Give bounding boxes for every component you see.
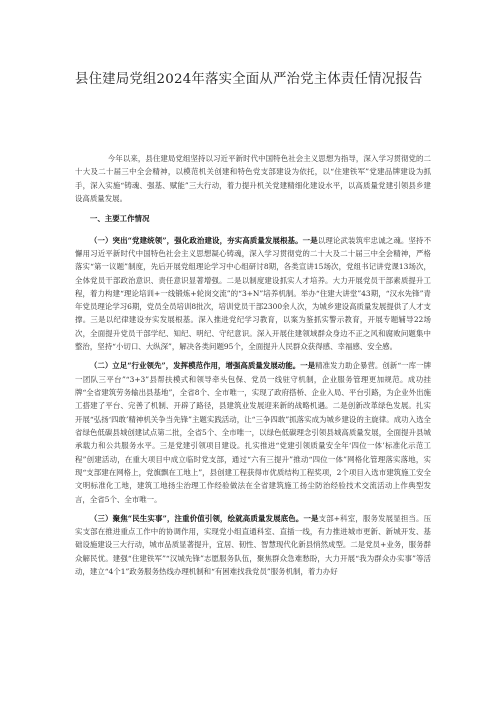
report-title: 县住建局党组2024年落实全面从严治党主体责任情况报告 [75,72,423,87]
section-paragraph-3 [75,512,431,579]
section-body-1: 以理论武装筑牢忠诚之魂。坚持不懈用习近平新时代中国特色社会主义思想凝心铸魂，深入学习贯彻党的二十大及二十届三中全会精神，严格落实“第一议题”制度，先后开展党组理论学习中心组研讨8期，各类宣讲15场次，党组书记讲党课13场次，全体党员干部政治意识、责任意识显著增强。二是以制度建设抓实人才培养。大力开展党员干部素质提升工程，着力构建“理论培训+一线锻炼+轮岗交流”的“3+N”培养机制。举办“住建大讲堂”43期，“汉水先锋”青年党员理论学习6期，党员全员培训8批次，培训党员干部2300余人次，为城乡建设高质量发展提供了人才支撑。三是以纪律建设夯实发展根基。深入推进党纪学习教育，以案为鉴抓实警示教育，开展专题辅导22场次，全面提升党员干部学纪、知纪、明纪、守纪意识。深入开展住建领域群众身边不正之风和腐败问题集中整治，坚持“小切口、大纵深”，解决各类问题95个，全面提升人民群众获得感、幸福感、安全感。 [75,235,432,352]
section-lead-2: （二）立足“行业领先”，发挥模范作用，增强高质量发展动能。 [89,361,301,371]
section-first-marker-3: 一是 [303,513,319,523]
section-first-marker-2: 一是 [300,361,316,371]
intro-paragraph: 今年以来，县住建局党组坚持以习近平新时代中国特色社会主义思想为指导，深入学习贯彻党的二十大及二十届三中全会精神，以模范机关创建和特色党支部建设为依托，以“住建铁军”党建品牌建设为抓手，深入实施“铸魂、强基、赋能”三大行动，着力提升机关党建精细化建设水平，以高质量党建引领县乡建设高质量发展。 [75,154,431,203]
section-body-3: 支部+科室，服务发展显担当。压实支部在推进重点工作中的协调作用，实现党小组直通科室、直插一线，有力推进城市更新、新城开发、基础设施建设三大行动，城市品质显著提升，宜居、韧性、智慧现代化新县悄然成型。二是党员+业务，服务群众解民忧。建强“住建铁军”“汉城先锋”志愿服务队伍，聚焦群众急难愁盼，大力开展“我为群众办实事”等活动，建立“4个1”政务服务热线办理机制和“有困难找我党员”服务机制，着力办好 [75,513,432,577]
section-lead-1: （一）突出“党建统领”，强化政治建设，夯实高质量发展根基。 [89,235,303,245]
section-body-2: 精准发力助企暴营。创新“一库一牌一团队三平台”“3+3”县帮扶模式和领导牵头包保、党员一线驻守机制，企业服务管理更加规范。成功挂牌“全省建筑劳务输出县基地”，全省8个、全市唯一，实现了政府搭桥、企业入局、平台引路，为企业外出施工搭建了平台、完善了机制、开辟了路径，县建筑业发展迎来新的战略机遇。二是创新改革绿色发展。扎实开展“弘扬‘四敢’精神机关争当先锋”主题实践活动，让“三争四敢”抓落实成为城乡建设的主旋律。成功入选全省绿色低碳县城创建试点第二批，全省5个、全市唯一，以绿色低碳理念引领县城高质量发展，全面提升县城承载力和公共服务水平。三是党建引领项目建设。扎实推进“党建引领质量安全年‘四位一体’标准化示范工程”创建活动，在重大项目中成立临时党支部，通过“六有三提升”推动“四位一体”网格化管理落实落地，实现“支部建在网格上，党旗飘在工地上”，县创建工程获得市优质结构工程奖项，2个项目入选市建筑施工安全文明标准化工地，建筑工地扬尘治理工作经验做法在全省建筑施工扬尘防治经验技术交流活动上作典型发言，全省5个、全市唯一。 [75,361,432,504]
section-lead-3: （三）聚焦“民生实事”，注重价值引领，绘就高质量发展底色。 [89,513,304,523]
section-heading-main-work: 一、主要工作情况 [89,214,150,224]
section-first-marker-1: 一是 [302,235,318,245]
section-paragraph-2 [75,359,431,505]
report-body [75,152,431,578]
section-paragraph-1 [75,234,431,354]
